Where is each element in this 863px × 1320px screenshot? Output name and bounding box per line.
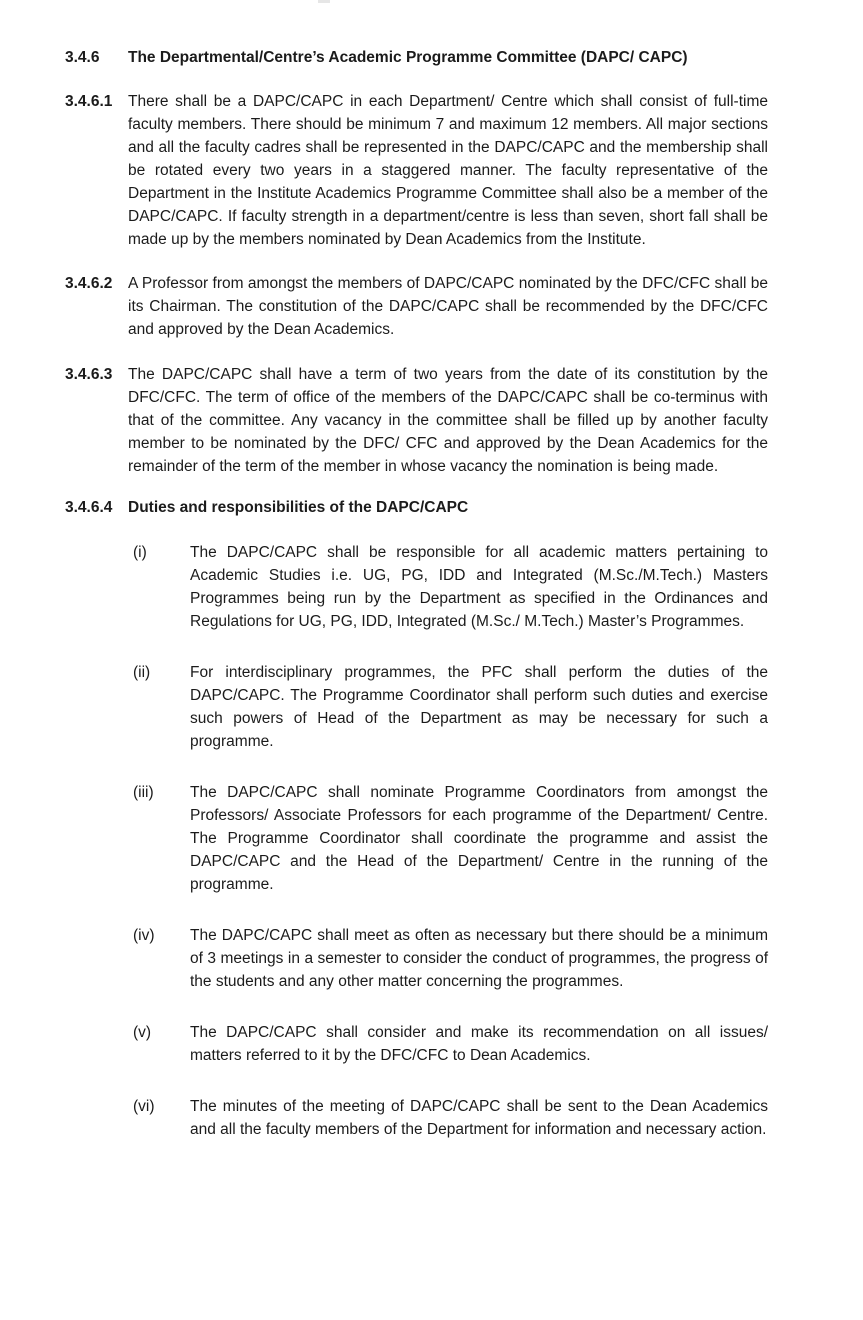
paragraph-text: A Professor from amongst the members of DAPC/CAPC nominated by the DFC/CFC shall be its Chairman. The constitution of the DAPC/CAPC shall be recommended by the DFC/CFC and approved by the Dean Academics. [128, 275, 768, 338]
list-item-text: The DAPC/CAPC shall meet as often as necessary but there should be a minimum of 3 meetings in a semester to consider the conduct of programmes, the progress of the students and any other matter concerning the programmes. [190, 927, 768, 990]
paragraph-number: 3.4.6.1 [65, 93, 113, 110]
paragraph-text: The DAPC/CAPC shall have a term of two years from the date of its constitution by the DFC/CFC. The term of office of the members of the DAPC/CAPC shall be co-terminus with that of the committee. Any vacancy in the committee shall be filled up by another faculty member to be nominated by the DFC/ CFC and approved by the Dean Academics for the remainder of the term of the member in whose vacancy the nomination is being made. [128, 366, 768, 475]
list-item-i [128, 541, 768, 633]
list-item-text: The DAPC/CAPC shall consider and make its recommendation on all issues/ matters referred to it by the DFC/CFC to Dean Academics. [190, 1024, 768, 1064]
list-item-iii [128, 781, 768, 896]
page-edge-artifact [318, 0, 330, 3]
duties-list-block [65, 541, 768, 1141]
list-item-text: For interdisciplinary programmes, the PFC shall perform the duties of the DAPC/CAPC. The Programme Coordinator shall perform such duties and exercise such powers of Head of the Department as may be necessary for such a programme. [190, 664, 768, 750]
list-item-label: (i) [133, 544, 147, 561]
paragraph-text: There shall be a DAPC/CAPC in each Department/ Centre which shall consist of full-time faculty members. There should be minimum 7 and maximum 12 members. All major sections and all the faculty cadres shall be represented in the DAPC/CAPC and the membership shall be rotated every two years in a staggered manner. The faculty representative of the Department in the Institute Academics Programme Committee shall also be a member of the DAPC/CAPC. If faculty strength in a department/centre is less than seven, short fall shall be made up by the members nominated by Dean Academics from the Institute. [128, 93, 768, 248]
list-item-label: (vi) [133, 1098, 155, 1115]
list-item-text: The minutes of the meeting of DAPC/CAPC shall be sent to the Dean Academics and all the faculty members of the Department for information and necessary action. [190, 1098, 768, 1138]
paragraph-number: 3.4.6.2 [65, 275, 113, 292]
duties-list [128, 541, 768, 1141]
section-heading-3-4-6 [65, 46, 768, 69]
paragraph-3-4-6-2 [65, 272, 768, 341]
paragraph-3-4-6-1 [65, 90, 768, 251]
list-item-vi [128, 1095, 768, 1141]
subsection-heading-text: Duties and responsibilities of the DAPC/CAPC [128, 499, 469, 516]
list-item-v [128, 1021, 768, 1067]
section-heading-text: The Departmental/Centre’s Academic Programme Committee (DAPC/ CAPC) [128, 49, 688, 66]
list-item-ii [128, 661, 768, 753]
list-item-text: The DAPC/CAPC shall nominate Programme Coordinators from amongst the Professors/ Associate Professors for each programme of the Department/ Centre. The Programme Coordinator shall coordinate the programme and assist the DAPC/CAPC and the Head of the Department/ Centre in the running of the programme. [190, 784, 768, 893]
list-item-label: (iii) [133, 784, 154, 801]
section-number: 3.4.6 [65, 49, 100, 66]
list-item-label: (ii) [133, 664, 151, 681]
paragraph-number: 3.4.6.3 [65, 366, 113, 383]
list-item-iv [128, 924, 768, 993]
list-item-label: (iv) [133, 927, 155, 944]
subsection-heading-3-4-6-4 [65, 496, 768, 519]
list-item-label: (v) [133, 1024, 152, 1041]
paragraph-3-4-6-3 [65, 363, 768, 478]
subsection-number: 3.4.6.4 [65, 499, 113, 516]
list-item-text: The DAPC/CAPC shall be responsible for all academic matters pertaining to Academic Studies i.e. UG, PG, IDD and Integrated (M.Sc./M.Tech.) Masters Programmes being run by the Department as specified in the Ordinances and Regulations for UG, PG, IDD, Integrated (M.Sc./ M.Tech.) Master’s Programmes. [190, 544, 768, 630]
